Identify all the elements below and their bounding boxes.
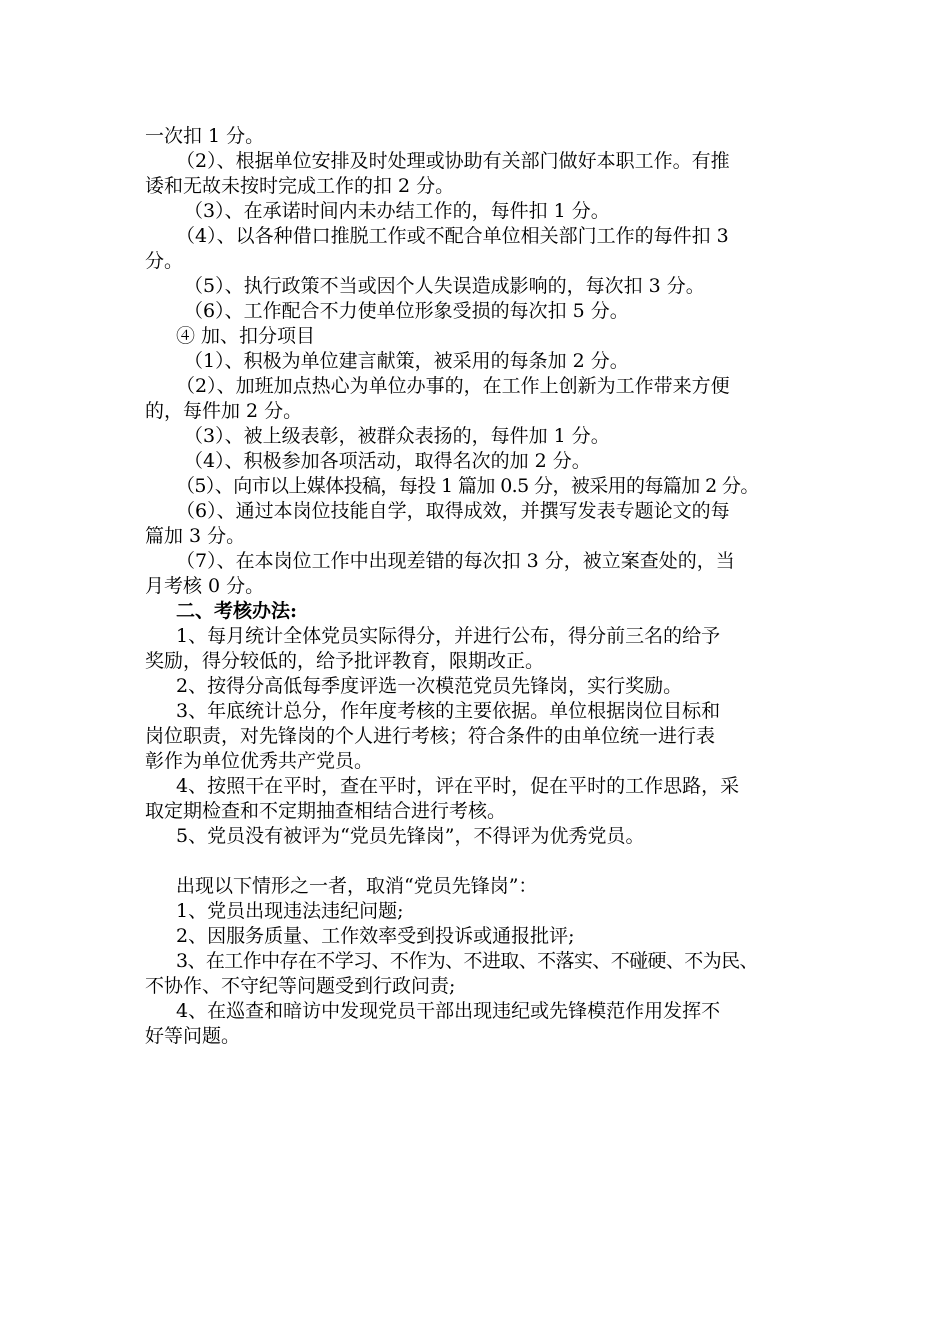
text-line: 分。 <box>145 250 184 272</box>
text-line: 3、在工作中存在不学习、不作为、不进取、不落实、不碰硬、不为民、 <box>176 950 758 972</box>
text-line: 诿和无故未按时完成工作的扣 2 分。 <box>145 175 455 197</box>
text-line: 彰作为单位优秀共产党员。 <box>145 750 374 772</box>
text-line: （4）、积极参加各项活动，取得名次的加 2 分。 <box>184 450 591 472</box>
text-line: 2、因服务质量、工作效率受到投诉或通报批评; <box>176 925 575 947</box>
text-line: （3）、被上级表彰，被群众表扬的，每件加 1 分。 <box>184 425 610 447</box>
text-line: （6）、通过本岗位技能自学，取得成效，并撰写发表专题论文的每 <box>176 500 730 522</box>
text-line: 2、按得分高低每季度评选一次模范党员先锋岗，实行奖励。 <box>176 675 683 697</box>
text-line: （2）、根据单位安排及时处理或协助有关部门做好本职工作。有推 <box>176 150 730 172</box>
text-line: 4、按照干在平时，查在平时，评在平时，促在平时的工作思路，采 <box>176 775 740 797</box>
text-line: 篇加 3 分。 <box>145 525 246 547</box>
text-line: 1、党员出现违法违纪问题; <box>176 900 404 922</box>
text-line: 岗位职责，对先锋岗的个人进行考核；符合条件的由单位统一进行表 <box>145 725 716 747</box>
text-line: （5）、执行政策不当或因个人失误造成影响的，每次扣 3 分。 <box>184 275 705 297</box>
text-line: 1、每月统计全体党员实际得分，并进行公布，得分前三名的给予 <box>176 625 721 647</box>
section-heading: 二、考核办法: <box>176 600 298 622</box>
text-line: 月考核 0 分。 <box>145 575 265 597</box>
text-line: 的，每件加 2 分。 <box>145 400 303 422</box>
text-line: 3、年底统计总分，作年度考核的主要依据。单位根据岗位目标和 <box>176 700 721 722</box>
section-heading: ④ 加、扣分项目 <box>176 325 316 347</box>
text-line: 不协作、不守纪等问题受到行政问责; <box>145 975 456 997</box>
text-line: （1）、积极为单位建言献策，被采用的每条加 2 分。 <box>184 350 629 372</box>
text-line: 取定期检查和不定期抽查相结合进行考核。 <box>145 800 507 822</box>
text-line: 好等问题。 <box>145 1025 241 1047</box>
text-line: 一次扣 1 分。 <box>145 125 265 147</box>
text-line: 5、党员没有被评为“党员先锋岗”，不得评为优秀党员。 <box>176 825 645 847</box>
text-line: 出现以下情形之一者，取消“党员先锋岗”： <box>176 875 538 897</box>
text-line: （2）、加班加点热心为单位办事的，在工作上创新为工作带来方便 <box>176 375 730 397</box>
text-line: （6）、工作配合不力使单位形象受损的每次扣 5 分。 <box>184 300 629 322</box>
text-line: 奖励，得分较低的，给予批评教育，限期改正。 <box>145 650 545 672</box>
text-line: （3）、在承诺时间内未办结工作的，每件扣 1 分。 <box>184 200 610 222</box>
text-line: 4、在巡查和暗访中发现党员干部出现违纪或先锋模范作用发挥不 <box>176 1000 721 1022</box>
text-line: （7）、在本岗位工作中出现差错的每次扣 3 分，被立案查处的，当 <box>176 550 735 572</box>
text-line: （5）、向市以上媒体投稿，每投 1 篇加 0.5 分，被采用的每篇加 2 分。 <box>176 475 759 497</box>
text-line: （4）、以各种借口推脱工作或不配合单位相关部门工作的每件扣 3 <box>176 225 729 247</box>
